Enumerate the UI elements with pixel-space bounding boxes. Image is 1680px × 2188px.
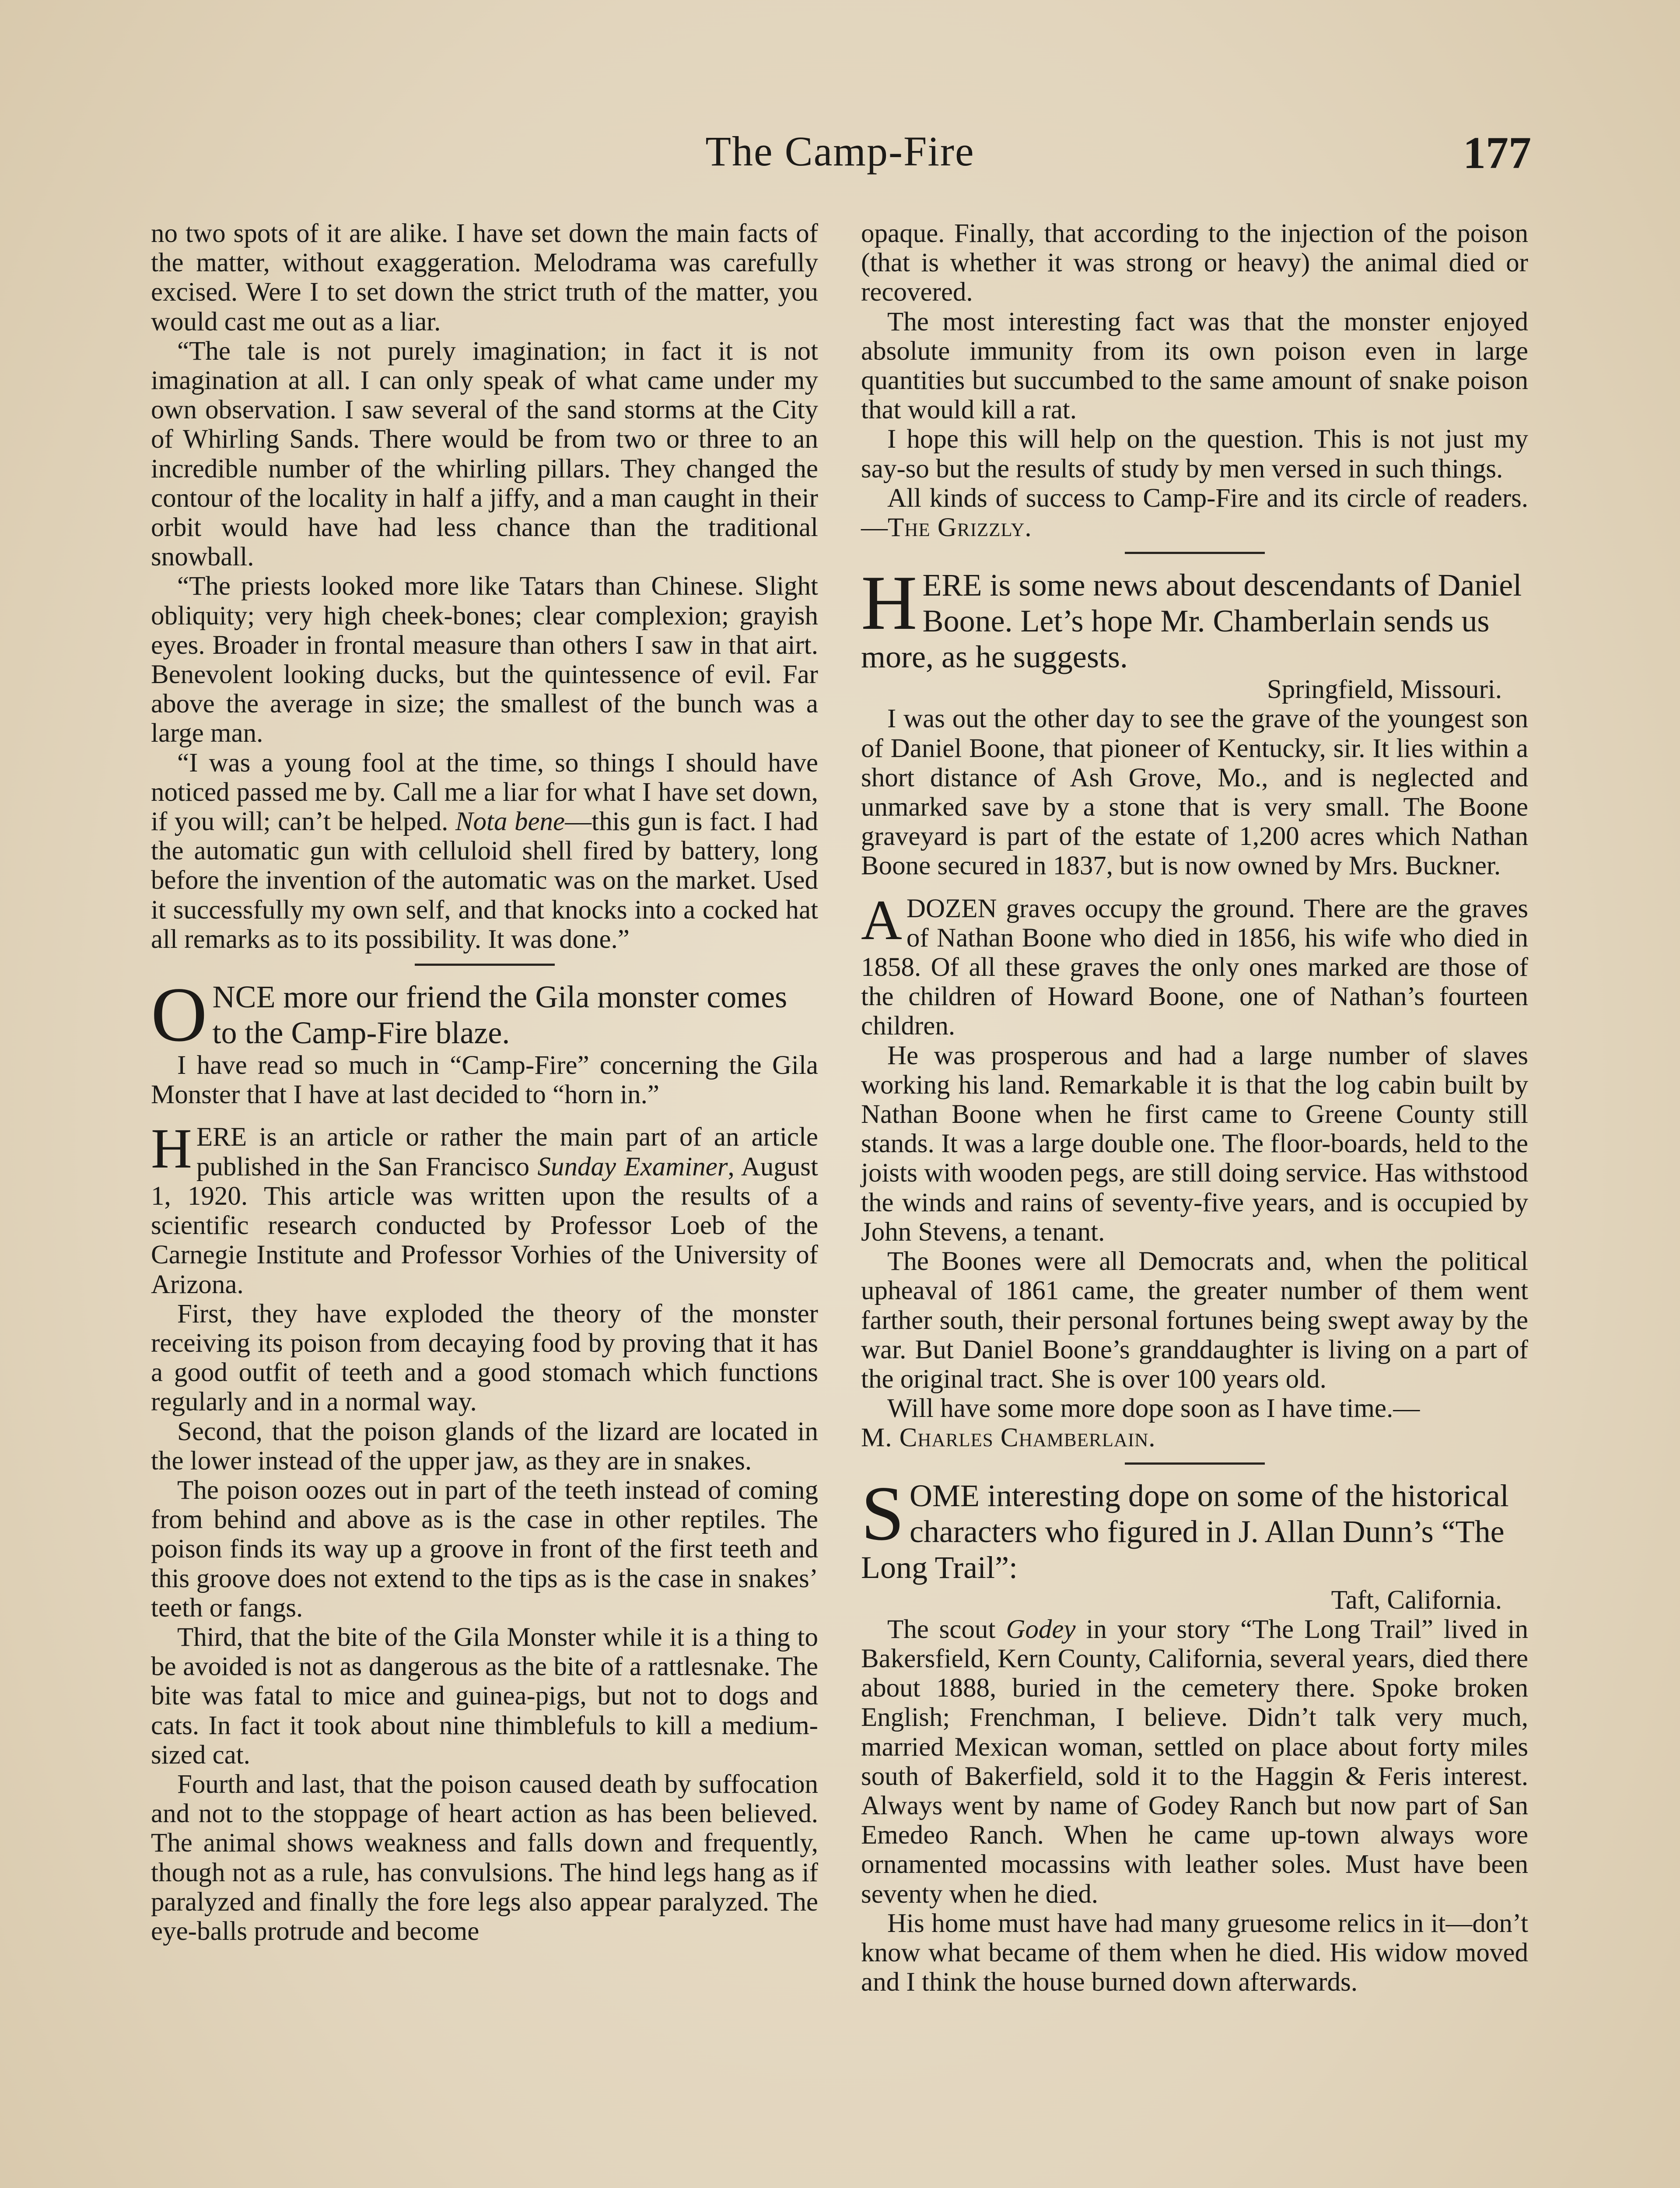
paragraph: I hope this will help on the question. This is not just my say-so but the results of study by men versed in such things. [861, 424, 1528, 484]
intro-text: NCE more our friend the Gila monster comes to the Camp-Fire blaze. [212, 979, 788, 1051]
section-divider [1125, 552, 1265, 554]
paragraph: Third, that the bite of the Gila Monster while it is a thing to be avoided is not as dangerous as the bite of a rattlesnake. The bite was fatal to mice and guinea-pigs, but not to dogs and cats. In fact it took about nine thimblefuls to kill a medium-sized cat. [151, 1622, 818, 1770]
italic-text: Sunday Examiner [537, 1152, 728, 1182]
page-header [149, 127, 1531, 201]
drop-cap: O [151, 971, 207, 1058]
paragraph: I have read so much in “Camp-Fire” concerning the Gila Monster that I have at last decided to “horn in.” [151, 1051, 818, 1110]
letter-location: Taft, California. [1331, 1585, 1502, 1615]
text-run: —this gun is fact. I had the automatic gun with celluloid shell fired by battery, long before the invention of the automatic was on the market. Used it successfully my own self, and that knocks into a cocked hat all remarks as to its possibility. It was done.” [151, 807, 819, 954]
paragraph: The most interesting fact was that the monster enjoyed absolute immunity from its own poison even in large quantities but succumbed to the same amount of snake poison that would kill a rat. [861, 307, 1528, 425]
paragraph: Second, that the poison glands of the lizard are located in the lower instead of the upper jaw, as they are in snakes. [151, 1417, 818, 1476]
paragraph: Will have some more dope soon as I have time.— [887, 1394, 1420, 1424]
section-intro [861, 1469, 1528, 1585]
paragraph [861, 888, 1528, 1041]
text-run: in your story “The Long Trail” lived in Bakersfield, Kern County, California, several years, died there about 1888, buried in the cemetery there. Spoke broken English; Frenchman, I believe. Didn’t talk very much, married Mexican woman, settled on place about forty miles south of Bakerfield, sold it to the Haggin & Feris interest. Always went by name of Godey Ranch but now part of San Emedeo Ranch. When he came up-town always wore ornamented mocassins with leather soles. Must have been seventy when he died. [861, 1614, 1529, 1909]
italic-text: Nota bene [455, 807, 565, 837]
italic-text: Godey [1006, 1614, 1076, 1644]
left-column [151, 219, 818, 1946]
section-divider [415, 964, 555, 966]
running-title: The Camp-Fire [705, 128, 975, 175]
drop-cap: H [861, 559, 917, 646]
paragraph [861, 484, 1528, 542]
paragraph: opaque. Finally, that according to the injection of the poison (that is whether it was strong or heavy) the animal died or recovered. [861, 219, 1528, 307]
page-number: 177 [1463, 128, 1531, 178]
text-run: DOZEN graves occupy the ground. There are the graves of Nathan Boone who died in 1856, his wife who died in 1858. Of all these graves the only ones marked are those of the children of Howard Boone, one of Nathan’s fourteen children. [861, 894, 1528, 1041]
drop-cap: A [861, 888, 902, 952]
paragraph [151, 748, 818, 954]
paragraph: Fourth and last, that the poison caused death by suffocation and not to the stoppage of heart action as has been believed. The animal shows weakness and falls down and frequently, though not as a rule, has convulsions. The hind legs hang as if paralyzed and finally the fore legs also appear paralyzed. The eye-balls protrude and become [151, 1769, 818, 1946]
intro-text: OME interesting dope on some of the historical characters who figured in J. Allan Dunn’s “The Long Trail”: [861, 1478, 1509, 1585]
paragraph: The poison oozes out in part of the teeth instead of coming from behind and above as is the case in other reptiles. The poison finds its way up a groove in front of the first teeth and this groove does not extend to the tips as is the case in snakes’ teeth or fangs. [151, 1475, 818, 1623]
drop-cap: S [861, 1469, 904, 1557]
paragraph: “The tale is not purely imagination; in fact it is not imagination at all. I can only speak of what came under my own observation. I saw several of the sand storms at the City of Whirling Sands. There would be from two or three to an incredible number of the whirling pillars. They changed the contour of the locality in half a jiffy, and a man caught in their orbit would have had less chance than the traditional snowball. [151, 336, 818, 572]
section-intro [861, 559, 1528, 675]
text-run: All kinds of success to Camp-Fire and its circle of readers.— [861, 483, 1528, 543]
paragraph: He was prosperous and had a large number of slaves working his land. Remarkable it is that the log cabin built by Nathan Boone when he first came to Greene County still stands. It was a large double one. The floor-boards, held to the joists with wooden pegs, are still doing service. Has withstood the winds and rains of seventy-five years, and is occupied by John Stevens, a tenant. [861, 1041, 1528, 1247]
signature-text: M. Charles Chamberlain. [861, 1423, 1156, 1453]
paragraph: His home must have had many gruesome relics in it—don’t know what became of them when he died. His widow moved and I think the house burned down afterwards. [861, 1908, 1528, 1997]
text-run: The scout [887, 1614, 996, 1644]
letter-signature [861, 1423, 1528, 1452]
paragraph: “The priests looked more like Tatars than Chinese. Slight obliquity; very high cheek-bones; clear complexion; grayish eyes. Broader in frontal measure than others I saw in that airt. Benevolent looking ducks, but the quintessence of evil. Far above the average in size; the smallest of the bunch was a large man. [151, 572, 818, 748]
section-intro [151, 971, 818, 1058]
text-run: ERE is an article or rather the main part of an article published in the San Francisco [196, 1122, 818, 1182]
section-divider [1125, 1462, 1265, 1465]
paragraph: First, they have exploded the theory of the monster receiving its poison from decaying food by proving that it has a good outfit of teeth and a good stomach which functions regularly and in a normal way. [151, 1299, 818, 1417]
intro-text: ERE is some news about descendants of Daniel Boone. Let’s hope Mr. Chamberlain sends us more, as he suggests. [861, 568, 1522, 675]
paragraph: no two spots of it are alike. I have set down the main facts of the matter, without exaggeration. Melodrama was carefully excised. Were I to set down the strict truth of the matter, you would cast me out as a liar. [151, 219, 818, 337]
text-run: “I was a young fool at the time, so things I should have noticed passed me by. Call me a liar for what I have set down, if you will; can’t be helped. [151, 748, 818, 837]
drop-cap: H [151, 1117, 192, 1181]
letter-signature: The Grizzly. [888, 513, 1032, 543]
paragraph: I was out the other day to see the grave of the youngest son of Daniel Boone, that pioneer of Kentucky, sir. It lies within a short distance of Ash Grove, Mo., and is neglected and unmarked save by a stone that is very small. The Boone graveyard is part of the estate of 1,200 acres which Nathan Boone secured in 1837, but is now owned by Mrs. Buckner. [861, 704, 1528, 881]
paragraph: The Boones were all Democrats and, when the political upheaval of 1861 came, the greater number of them went farther south, their personal fortunes being swept away by the war. But Daniel Boone’s granddaughter is living on a part of the original tract. She is over 100 years old. [861, 1247, 1528, 1394]
text-run: , August 1, 1920. This article was written upon the results of a scientific research conducted by Professor Loeb of the Carnegie Institute and Professor Vorhies of the University of Arizona. [151, 1152, 818, 1299]
right-column [861, 219, 1528, 1997]
paragraph [151, 1117, 818, 1299]
letter-location: Springfield, Missouri. [1267, 675, 1502, 705]
spacer [861, 881, 1528, 894]
spacer [151, 1109, 818, 1122]
paragraph [861, 1615, 1528, 1909]
